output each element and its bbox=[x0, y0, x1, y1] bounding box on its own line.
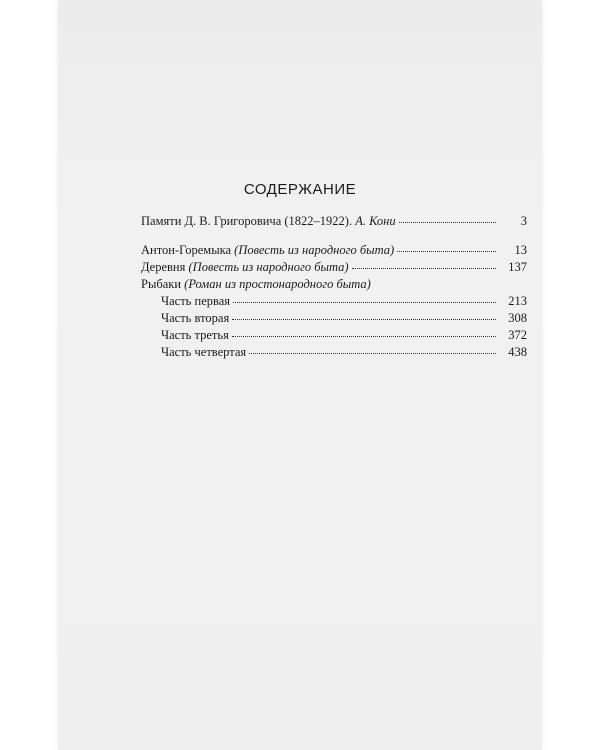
toc-entry-subtitle: (Повесть из народного быта) bbox=[188, 260, 349, 274]
toc-part-label: Часть первая bbox=[161, 294, 231, 308]
dot-leader bbox=[249, 353, 496, 354]
toc-entry-text: Рыбаки bbox=[141, 277, 185, 291]
toc-entry-subtitle: (Повесть из народного быта) bbox=[234, 243, 395, 257]
dot-leader bbox=[397, 251, 496, 252]
dot-leader bbox=[399, 222, 496, 223]
toc-entry-text: Деревня bbox=[141, 260, 189, 274]
dot-leader bbox=[352, 268, 496, 269]
toc-entry-subtitle: (Роман из простонародного быта) bbox=[184, 277, 371, 291]
toc-part-1 bbox=[141, 294, 527, 311]
toc-part-3 bbox=[141, 328, 527, 345]
toc-entry-anton bbox=[141, 243, 527, 260]
toc-part-label: Часть третья bbox=[161, 328, 229, 342]
toc-entry-memory bbox=[141, 214, 527, 231]
book-page bbox=[58, 0, 542, 750]
toc-part-label: Часть четвертая bbox=[161, 345, 247, 359]
toc-entry-village bbox=[141, 260, 527, 277]
spacer bbox=[141, 231, 527, 243]
toc-entry-fishermen bbox=[141, 277, 527, 294]
dot-leader bbox=[233, 302, 496, 303]
toc-entry-text: Антон-Горемыка bbox=[141, 243, 235, 257]
toc-part-4 bbox=[141, 345, 527, 362]
toc-page-number: 438 bbox=[508, 345, 527, 359]
toc-page-number: 213 bbox=[508, 294, 527, 308]
table-of-contents bbox=[141, 214, 527, 362]
toc-page-number: 137 bbox=[508, 260, 527, 274]
toc-heading: СОДЕРЖАНИЕ bbox=[243, 181, 357, 198]
bleed-through-title bbox=[58, 360, 542, 384]
dot-leader bbox=[232, 319, 496, 320]
toc-entry-text: Памяти Д. В. Григоровича (1822–1922). bbox=[141, 214, 356, 228]
toc-page-number: 308 bbox=[508, 311, 527, 325]
toc-entry-author: А. Кони bbox=[355, 214, 396, 228]
toc-part-2 bbox=[141, 311, 527, 328]
toc-page-number: 3 bbox=[520, 214, 527, 228]
toc-part-label: Часть вторая bbox=[161, 311, 230, 325]
dot-leader bbox=[232, 336, 496, 337]
toc-page-number: 13 bbox=[514, 243, 527, 257]
toc-page-number: 372 bbox=[508, 328, 527, 342]
